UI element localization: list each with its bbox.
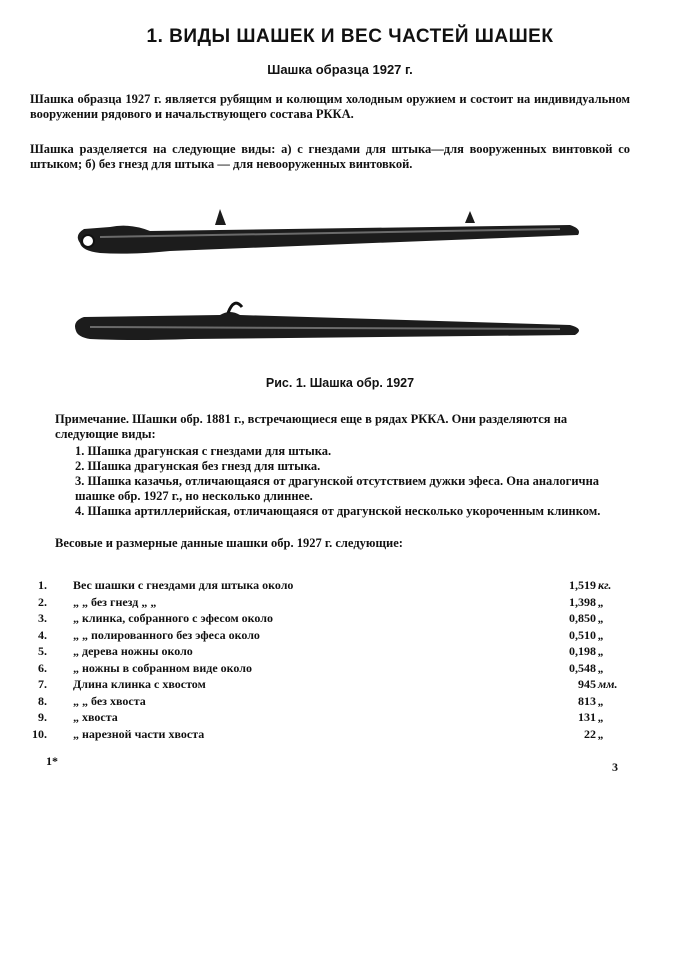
row-unit: „ — [598, 660, 604, 675]
note-item-1: 1. Шашка драгунская с гнездами для штыка. — [75, 444, 332, 458]
row-label: „ ножны в собранном виде около — [73, 660, 252, 675]
row-unit: „ — [598, 611, 604, 625]
table-row — [25, 644, 625, 661]
row-unit: мм. — [598, 677, 618, 691]
row-label: „ нарезной части хвоста — [73, 726, 205, 741]
row-unit: „ — [598, 726, 604, 741]
row-unit: „ — [598, 693, 604, 708]
row-value: 0,510 — [569, 627, 596, 642]
subsection-heading: Шашка образца 1927 г. — [267, 62, 413, 77]
row-unit: „ — [598, 710, 604, 724]
table-row — [25, 677, 625, 694]
row-label: Вес шашки с гнездами для штыка около — [73, 578, 294, 592]
table-row — [25, 661, 625, 678]
row-value: 0,850 — [569, 611, 596, 625]
table-row — [25, 694, 625, 711]
table-row — [25, 578, 625, 595]
sabre-illustration-bottom — [70, 295, 590, 350]
row-number: 8. — [38, 693, 47, 708]
row-unit: кг. — [598, 578, 612, 592]
row-label: „ хвоста — [73, 710, 118, 724]
note-item-4: 4. Шашка артиллерийская, отличающаяся от драгунской несколько укороченным клинком. — [75, 504, 601, 518]
table-row — [25, 611, 625, 628]
row-unit: „ — [598, 594, 604, 609]
row-label: „ клинка, собранного с эфесом около — [73, 611, 274, 625]
row-label: „ „ без хвоста — [73, 693, 146, 708]
row-unit: „ — [598, 627, 604, 642]
note-summary: Весовые и размерные данные шашки обр. 1927 г. следующие: — [55, 536, 403, 550]
row-number: 7. — [38, 677, 47, 691]
section-heading: 1. ВИДЫ ШАШЕК И ВЕС ЧАСТЕЙ ШАШЕК — [146, 26, 554, 47]
row-label: „ дерева ножны около — [73, 644, 193, 658]
paragraph-1: Шашка образца 1927 г. является рубящим и колющим холодным оружием и состоит на индивидуальном вооружении рядового и начальствующего состава РККА. — [30, 92, 630, 121]
row-number: 1. — [38, 578, 47, 592]
row-number: 2. — [38, 594, 47, 609]
row-label: Длина клинка с хвостом — [73, 677, 206, 691]
row-number: 4. — [38, 627, 47, 642]
row-label: „ „ без гнезд „ „ — [73, 594, 157, 609]
row-value: 0,198 — [569, 644, 596, 658]
row-label: „ „ полированного без эфеса около — [73, 627, 260, 642]
footer-signature: 1* — [46, 754, 58, 768]
paragraph-2: Шашка разделяется на следующие виды: а) с гнездами для штыка—для вооруженных винтовкой со штыком; б) без гнезд для штыка — для невооруженных винтовкой. — [30, 142, 630, 171]
note-item-3: 3. Шашка казачья, отличающаяся от драгунской отсутствием дужки эфеса. Она аналогична шашке обр. 1927 г., но несколько длиннее. — [75, 474, 600, 503]
note-item-2: 2. Шашка драгунская без гнезд для штыка. — [75, 459, 321, 473]
row-number: 10. — [32, 726, 47, 741]
sabre-illustration-top — [70, 205, 590, 265]
row-unit: „ — [598, 644, 604, 658]
row-value: 0,548 — [569, 660, 596, 675]
row-value: 813 — [578, 693, 596, 708]
row-value: 1,398 — [569, 594, 596, 609]
table-row — [25, 710, 625, 727]
row-number: 3. — [38, 611, 47, 625]
note-intro: Примечание. Шашки обр. 1881 г., встречающиеся еще в рядах РККА. Они разделяются на следующие виды: — [55, 412, 568, 441]
table-row — [25, 595, 625, 612]
table-row — [25, 727, 625, 744]
figure-caption: Рис. 1. Шашка обр. 1927 — [265, 376, 415, 390]
row-value: 945 — [578, 677, 596, 691]
row-value: 22 — [584, 726, 596, 741]
row-value: 1,519 — [569, 578, 596, 592]
row-number: 6. — [38, 660, 47, 675]
row-number: 5. — [38, 644, 47, 658]
row-number: 9. — [38, 710, 47, 724]
table-row — [25, 628, 625, 645]
page-number: 3 — [612, 760, 618, 774]
row-value: 131 — [578, 710, 596, 724]
